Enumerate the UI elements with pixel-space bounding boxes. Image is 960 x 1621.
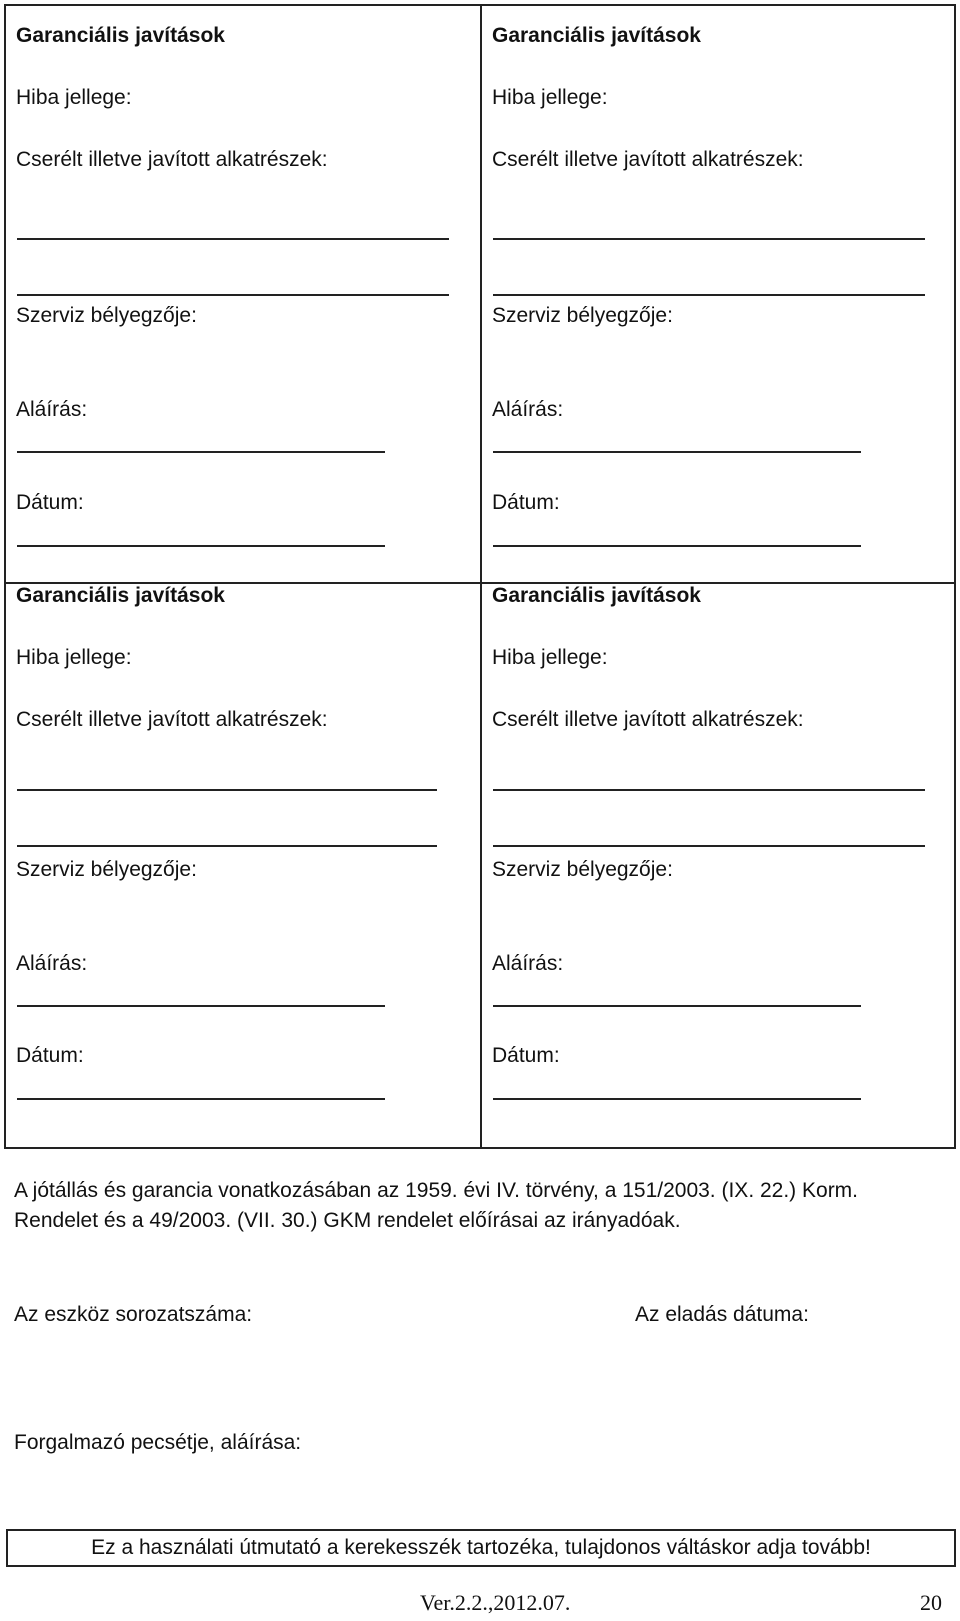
signature-label: Aláírás:: [16, 398, 88, 421]
fault-label: Hiba jellege:: [492, 86, 608, 109]
sale-date-label: Az eladás dátuma:: [635, 1303, 809, 1326]
date-line[interactable]: [17, 1098, 385, 1100]
fault-label: Hiba jellege:: [16, 646, 132, 669]
parts-label: Cserélt illetve javított alkatrészek:: [16, 148, 328, 171]
fault-label: Hiba jellege:: [492, 646, 608, 669]
version-footer: Ver.2.2.,2012.07.: [420, 1590, 571, 1615]
repair-title: Garanciális javítások: [492, 584, 701, 607]
parts-line-2[interactable]: [17, 294, 449, 296]
serial-number-label: Az eszköz sorozatszáma:: [14, 1303, 253, 1326]
signature-line[interactable]: [493, 451, 861, 453]
signature-line[interactable]: [17, 451, 385, 453]
warranty-repair-grid: [4, 4, 956, 1149]
date-label: Dátum:: [492, 1044, 560, 1067]
parts-line-2[interactable]: [17, 845, 437, 847]
stamp-label: Szerviz bélyegzője:: [492, 858, 673, 881]
signature-label: Aláírás:: [492, 398, 564, 421]
stamp-label: Szerviz bélyegzője:: [16, 858, 197, 881]
parts-line-1[interactable]: [17, 789, 437, 791]
accessory-notice-box: Ez a használati útmutató a kerekesszék tartozéka, tulajdonos váltáskor adja tovább!: [6, 1529, 956, 1567]
parts-line-2[interactable]: [493, 294, 925, 296]
fault-label: Hiba jellege:: [16, 86, 132, 109]
signature-label: Aláírás:: [16, 952, 88, 975]
parts-label: Cserélt illetve javított alkatrészek:: [492, 708, 804, 731]
date-label: Dátum:: [492, 491, 560, 514]
repair-title: Garanciális javítások: [16, 584, 225, 607]
signature-line[interactable]: [17, 1005, 385, 1007]
date-label: Dátum:: [16, 1044, 84, 1067]
date-line[interactable]: [493, 545, 861, 547]
parts-line-1[interactable]: [493, 238, 925, 240]
repair-cell-bottom-left: [6, 584, 476, 1158]
parts-label: Cserélt illetve javított alkatrészek:: [492, 148, 804, 171]
parts-line-2[interactable]: [493, 845, 925, 847]
page-number: 20: [920, 1590, 942, 1615]
signature-line[interactable]: [493, 1005, 861, 1007]
repair-cell-top-left: [6, 6, 476, 580]
signature-label: Aláírás:: [492, 952, 564, 975]
date-line[interactable]: [17, 545, 385, 547]
date-line[interactable]: [493, 1098, 861, 1100]
stamp-label: Szerviz bélyegzője:: [492, 304, 673, 327]
distributor-stamp-label: Forgalmazó pecsétje, aláírása:: [14, 1431, 302, 1454]
parts-line-1[interactable]: [493, 789, 925, 791]
parts-line-1[interactable]: [17, 238, 449, 240]
repair-cell-top-right: [482, 6, 952, 580]
repair-cell-bottom-right: [482, 584, 952, 1158]
legal-notice-text: A jótállás és garancia vonatkozásában az 1959. évi IV. törvény, a 151/2003. (IX. 22.) Korm. Rendelet és a 49/2003. (VII. 30.) GKM rendelet előírásai az irányadóak.: [14, 1179, 859, 1232]
repair-title: Garanciális javítások: [16, 24, 225, 47]
parts-label: Cserélt illetve javított alkatrészek:: [16, 708, 328, 731]
date-label: Dátum:: [16, 491, 84, 514]
repair-title: Garanciális javítások: [492, 24, 701, 47]
stamp-label: Szerviz bélyegzője:: [16, 304, 197, 327]
